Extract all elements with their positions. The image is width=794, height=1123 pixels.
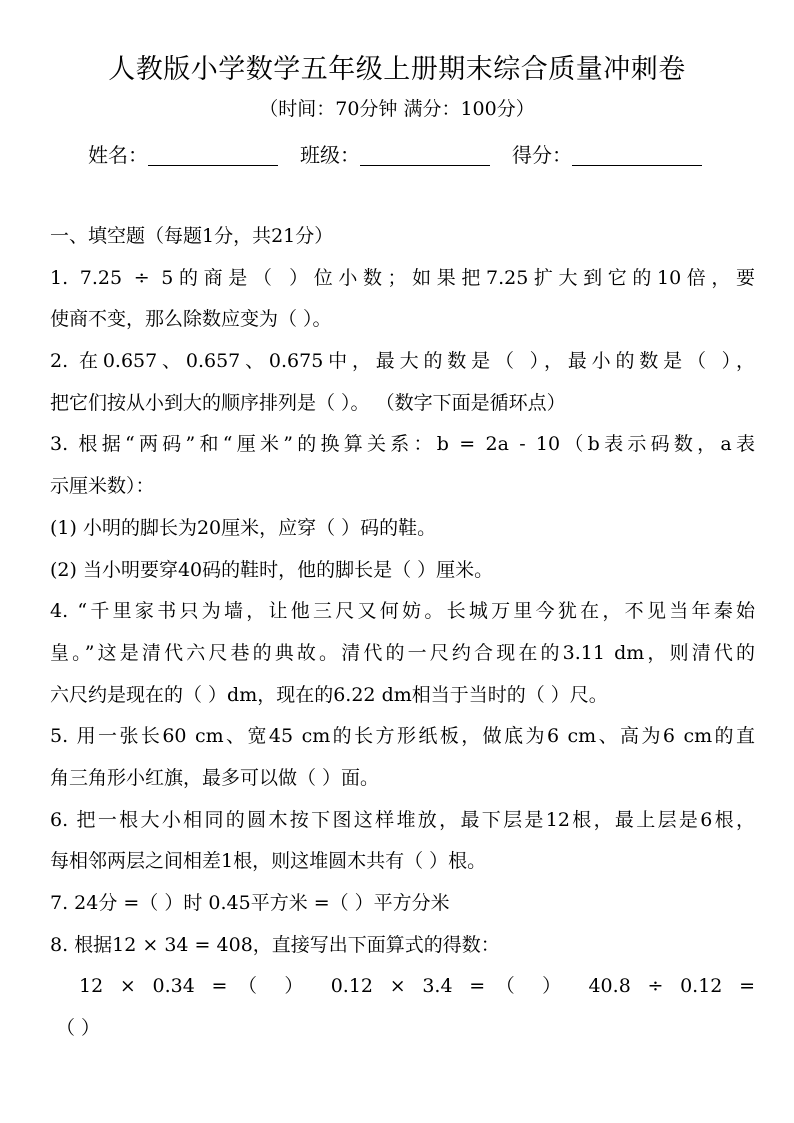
section-fill-in-blanks <box>50 219 755 1053</box>
class-field <box>300 140 490 170</box>
class-blank[interactable] <box>360 143 490 166</box>
exam-subtitle: （时间：70分钟 满分：100分） <box>259 98 535 120</box>
exam-title: 人教版小学数学五年级上册期末综合质量冲刺卷 <box>108 54 686 85</box>
question-line: 5. 用一张长60 cm、宽45 cm的长方形纸板，做底为6 cm、高为6 cm的直 <box>50 725 755 748</box>
score-blank[interactable] <box>572 143 702 166</box>
question-line: （ ） <box>56 1017 101 1040</box>
name-label: 姓名： <box>88 143 148 167</box>
question-line: 4. “千里家书只为墙，让他三尺又何妨。长城万里今犹在，不见当年秦始 <box>50 600 755 623</box>
score-field <box>512 140 702 170</box>
question-line: 8. 根据12 × 34 = 408，直接写出下面算式的得数： <box>50 933 500 956</box>
section-heading: 一、填空题（每题1分，共21分） <box>50 225 334 247</box>
question-line: 2. 在0.657、0.657、0.675中，最大的数是（ ），最小的数是（ ）， <box>50 350 755 373</box>
question-line: (2) 当小明要穿40码的鞋时，他的脚长是（ ）厘米。 <box>50 558 494 581</box>
question-line: 六尺约是现在的（ ）dm，现在的6.22 dm相当于当时的（ ）尺。 <box>50 683 608 706</box>
question-line: 角三角形小红旗，最多可以做（ ）面。 <box>50 766 380 789</box>
question-line: 皇。”这是清代六尺巷的典故。清代的一尺约合现在的3.11 dm，则清代的 <box>50 641 755 664</box>
question-line: 3. 根据“两码”和“厘米”的换算关系：b = 2a - 10（b表示码数，a表 <box>50 433 755 456</box>
question-line: 7. 24分 =（ ）时 0.45平方米 =（ ）平方分米 <box>50 892 450 914</box>
class-label: 班级： <box>300 143 360 167</box>
score-label: 得分： <box>512 143 572 167</box>
name-blank[interactable] <box>148 143 278 166</box>
question-line: 6. 把一根大小相同的圆木按下图这样堆放，最下层是12根，最上层是6根， <box>50 808 755 831</box>
question-line: 1. 7.25 ÷ 5的商是（ ）位小数；如果把7.25扩大到它的10倍，要 <box>50 266 755 289</box>
student-info-row <box>88 140 702 170</box>
question-line: 把它们按从小到大的顺序排列是（ ）。 （数字下面是循环点） <box>50 391 566 414</box>
question-line: (1) 小明的脚长为20厘米，应穿（ ）码的鞋。 <box>50 516 437 539</box>
question-line: 使商不变，那么除数应变为（ ）。 <box>50 308 332 331</box>
name-field <box>88 140 278 170</box>
question-line: 示厘米数）： <box>50 475 155 498</box>
question-line: 12 × 0.34 =（ ） 0.12 × 3.4 =（ ） 40.8 ÷ 0.12 = <box>79 975 755 998</box>
question-line: 每相邻两层之间相差1根，则这堆圆木共有（ ）根。 <box>50 850 487 873</box>
